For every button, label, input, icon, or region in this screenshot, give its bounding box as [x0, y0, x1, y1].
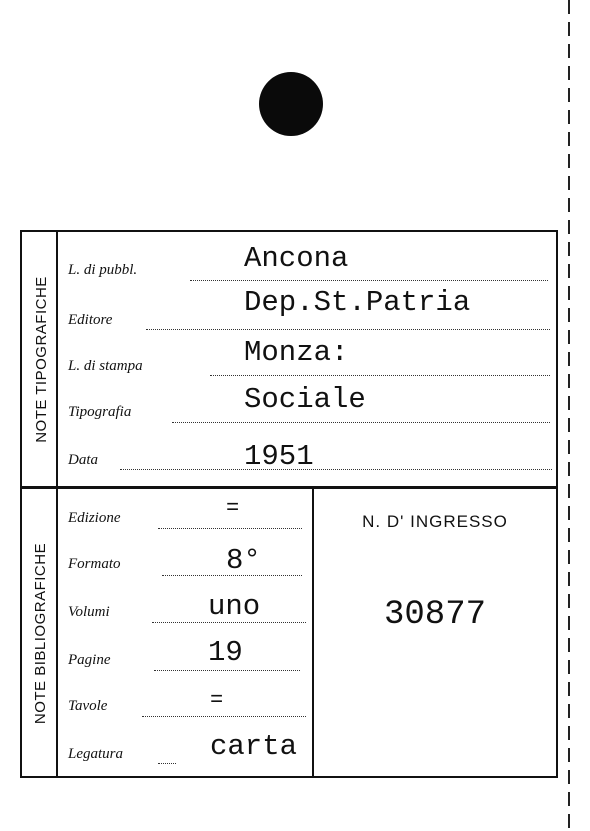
left-divider: [56, 232, 58, 776]
field-label: L. di pubbl.: [68, 262, 138, 278]
field-label: Legatura: [68, 746, 124, 762]
ingresso-title: N. D' INGRESSO: [362, 512, 508, 531]
field-label: L. di stampa: [68, 358, 143, 374]
field-value: 8°: [226, 544, 261, 577]
field-value: =: [210, 688, 224, 713]
dotted-line: [154, 670, 300, 671]
punch-hole: [259, 72, 323, 136]
field-label: Volumi: [68, 604, 110, 620]
dotted-line: [172, 422, 550, 423]
side-label-bibliografiche: NOTE BIBLIOGRAFICHE: [32, 542, 50, 724]
field-value: carta: [210, 730, 298, 763]
field-label: Formato: [68, 556, 121, 572]
dotted-line: [158, 528, 302, 529]
field-value: uno: [208, 590, 261, 623]
card-edge: [568, 0, 570, 831]
field-value: Monza:: [244, 336, 349, 369]
ingresso-number: 30877: [383, 596, 487, 634]
dotted-line: [190, 280, 548, 281]
field-value: Sociale: [244, 383, 366, 416]
field-label: Pagine: [68, 652, 111, 668]
field-label: Data: [68, 452, 98, 468]
dotted-line: [142, 716, 306, 717]
dotted-line: [120, 469, 552, 470]
field-value: 19: [208, 636, 243, 669]
field-label: Edizione: [68, 510, 121, 526]
section-divider: [22, 486, 556, 489]
field-value: 1951: [244, 440, 314, 473]
field-label: Tipografia: [68, 404, 132, 420]
dotted-line: [158, 763, 176, 764]
field-label: Tavole: [68, 698, 108, 714]
dotted-line: [146, 329, 550, 330]
side-label-tipografiche: NOTE TIPOGRAFICHE: [32, 275, 50, 443]
dotted-line: [210, 375, 550, 376]
field-value: Ancona: [244, 242, 349, 275]
field-value: Dep.St.Patria: [244, 286, 471, 319]
catalog-card: [20, 230, 558, 778]
field-label: Editore: [68, 312, 113, 328]
field-value: =: [226, 496, 240, 521]
